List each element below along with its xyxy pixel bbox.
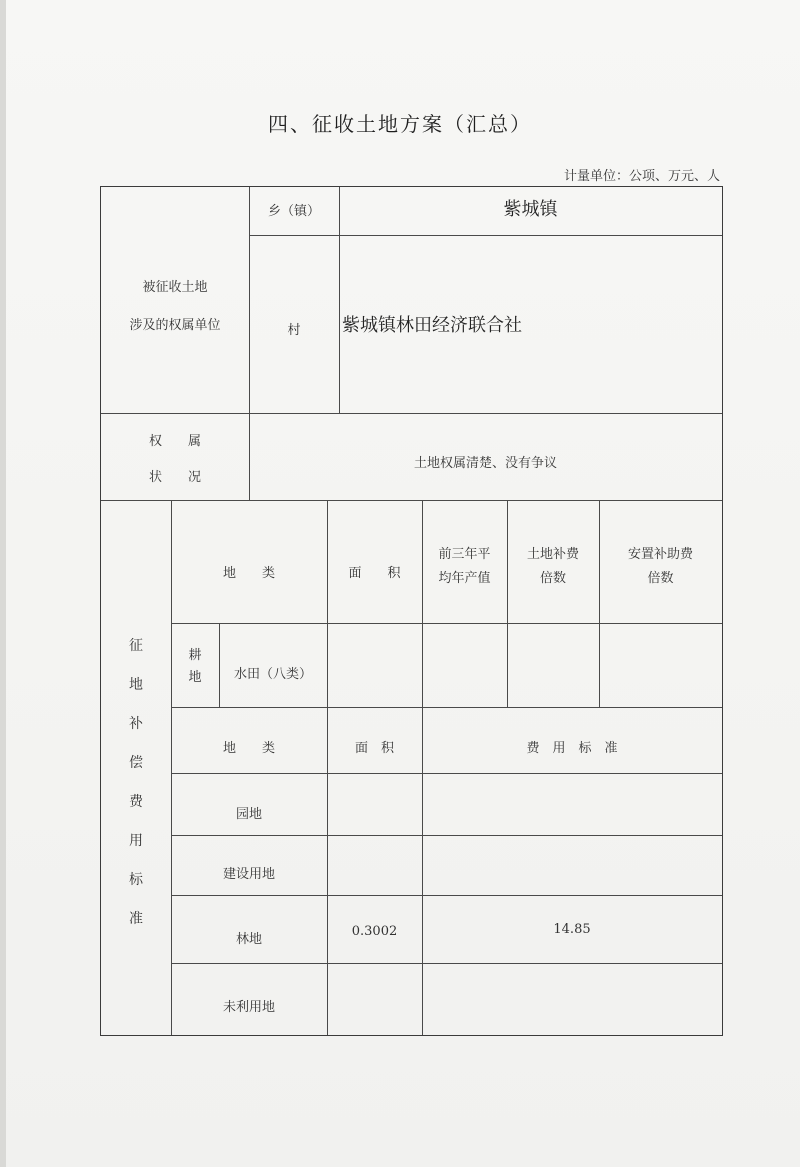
col-divider: [249, 187, 250, 500]
owner-label: [101, 257, 249, 357]
header2-land-type: 地 类: [222, 741, 275, 756]
village-label: 村: [287, 323, 301, 338]
header-comp-2: 倍数: [539, 571, 566, 586]
ownership-label: [101, 433, 249, 487]
side-label-char: 准: [129, 911, 143, 927]
col-divider: [219, 623, 220, 707]
header-avg-output-2: 均年产值: [438, 571, 491, 586]
row-standard-forest: 14.85: [553, 922, 591, 937]
compensation-side-label: [101, 627, 171, 939]
header-resettle-multiple: [599, 542, 722, 592]
owner-label-line2: 涉及的权属单位: [129, 318, 221, 333]
side-label-char: 偿: [129, 755, 143, 771]
row-divider: [171, 707, 722, 708]
row-divider: [249, 235, 722, 236]
township-value: 紫城镇: [503, 199, 558, 220]
ownership-label-top: 权 属: [148, 434, 201, 449]
row-type-garden: 园地: [235, 807, 262, 822]
col-divider: [327, 500, 328, 1035]
side-label-char: 地: [129, 677, 143, 693]
row-divider: [101, 413, 722, 414]
ownership-label-bottom: 状 况: [148, 470, 201, 485]
row-area-forest: 0.3002: [351, 924, 398, 939]
header-resettle-1: 安置补助费: [627, 547, 693, 562]
page-edge: [0, 0, 6, 1167]
row-divider: [171, 895, 722, 896]
township-label: 乡（镇）: [267, 204, 320, 219]
side-label-char: 费: [129, 794, 143, 810]
side-label-char: 标: [129, 872, 143, 888]
row-divider: [171, 623, 722, 624]
header2-standard: 费 用 标 准: [526, 741, 618, 756]
side-label-char: 征: [129, 638, 143, 654]
land-acquisition-table: [100, 186, 723, 1036]
col-divider: [507, 500, 508, 707]
row-divider: [171, 963, 722, 964]
unit-note: 计量单位：公项、万元、人: [563, 169, 720, 184]
row-type-forest: 林地: [235, 932, 262, 947]
paddy-label: 水田（八类）: [233, 667, 312, 682]
header2-area: 面 积: [354, 741, 394, 756]
page-title: 四、征收土地方案（汇总）: [268, 112, 532, 136]
header-comp-multiple: [507, 542, 599, 592]
row-divider: [101, 500, 722, 501]
row-divider: [171, 835, 722, 836]
farmland-label-1: 耕: [188, 648, 202, 663]
header-resettle-2: 倍数: [647, 571, 674, 586]
header-land-type: 地 类: [222, 566, 275, 581]
farmland-label: [171, 645, 219, 689]
col-divider: [171, 500, 172, 1035]
header-avg-output-1: 前三年平: [438, 547, 491, 562]
village-value: 紫城镇林田经济联合社: [342, 315, 522, 336]
owner-label-line1: 被征收土地: [142, 280, 208, 295]
row-type-construction: 建设用地: [222, 867, 275, 882]
side-label-char: 用: [129, 833, 143, 849]
header-avg-output: [422, 542, 507, 592]
header-comp-1: 土地补费: [526, 547, 579, 562]
side-label-char: 补: [129, 716, 143, 732]
ownership-value: 土地权属清楚、没有争议: [413, 456, 557, 471]
row-divider: [171, 773, 722, 774]
col-divider: [339, 187, 340, 413]
col-divider: [599, 500, 600, 707]
row-type-unused: 未利用地: [222, 1000, 275, 1015]
header-area: 面 积: [348, 566, 401, 581]
farmland-label-2: 地: [188, 670, 202, 685]
